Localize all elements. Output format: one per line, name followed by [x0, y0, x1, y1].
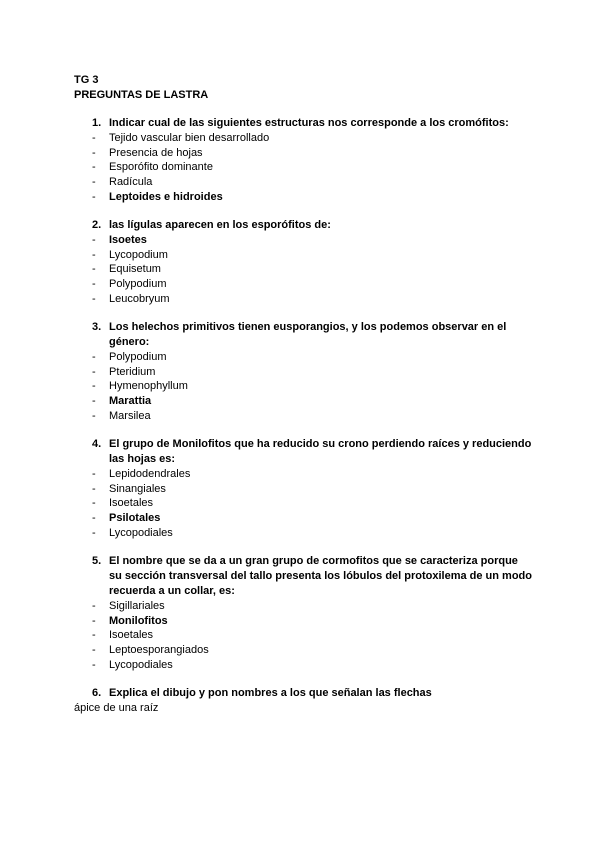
- dash-bullet: -: [92, 278, 96, 291]
- question-4: [92, 437, 532, 540]
- dash-bullet: -: [92, 234, 96, 246]
- option-label: Equisetum: [109, 263, 161, 276]
- question-number: 2.: [92, 219, 102, 231]
- option-label: Esporófito dominante: [109, 161, 213, 174]
- dash-bullet: -: [92, 512, 96, 525]
- document-code: TG 3: [74, 74, 99, 86]
- option-label: Leptoesporangiados: [109, 644, 209, 657]
- dash-bullet: -: [92, 248, 96, 261]
- option-label: Polypodium: [109, 278, 167, 291]
- dash-bullet: -: [92, 614, 96, 627]
- dash-bullet: -: [92, 409, 96, 422]
- dash-bullet: -: [92, 395, 96, 408]
- dash-bullet: -: [92, 161, 96, 174]
- dash-bullet: -: [92, 190, 96, 203]
- option-item: [92, 526, 532, 541]
- question-number: 1.: [92, 117, 102, 129]
- dash-bullet: -: [92, 176, 96, 189]
- option-item: [92, 496, 532, 511]
- question-number: 4.: [92, 438, 102, 450]
- option-item: [92, 365, 532, 380]
- option-label: Lepidodendrales: [109, 468, 191, 480]
- question-title: [92, 218, 532, 233]
- question-3: [92, 320, 532, 423]
- dash-bullet: -: [92, 146, 96, 159]
- option-list: [92, 599, 532, 672]
- option-item: [92, 599, 532, 614]
- option-item: [92, 146, 532, 161]
- question-title: [92, 686, 532, 701]
- dash-bullet: -: [92, 132, 96, 144]
- option-label: Leucobryum: [109, 292, 170, 305]
- question-text: El grupo de Monilofitos que ha reducido su crono perdiendo raíces y reduciendo las hojas es:: [109, 438, 532, 465]
- dash-bullet: -: [92, 365, 96, 378]
- option-label: Psilotales: [109, 512, 161, 525]
- question-title: [92, 320, 532, 350]
- question-number: 5.: [92, 555, 102, 567]
- option-item: [92, 350, 532, 365]
- option-label: Marattia: [109, 395, 152, 408]
- question-text: las lígulas aparecen en los esporófitos de:: [109, 219, 331, 231]
- option-label: Marsilea: [109, 409, 151, 422]
- dash-bullet: -: [92, 351, 96, 363]
- option-item: [92, 248, 532, 263]
- option-label: Isoetes: [109, 234, 147, 246]
- option-label: Hymenophyllum: [109, 380, 188, 393]
- question-6: [92, 686, 532, 701]
- question-2: [92, 218, 532, 306]
- dash-bullet: -: [92, 600, 96, 612]
- option-label: Monilofitos: [109, 614, 168, 627]
- option-list: [92, 233, 532, 306]
- option-list: [92, 350, 532, 423]
- option-label: Presencia de hojas: [109, 146, 203, 159]
- option-item: [92, 277, 532, 292]
- question-title: [92, 116, 532, 131]
- option-item-correct: [92, 233, 532, 248]
- question-text: Los helechos primitivos tienen eusporangios, y los podemos observar en el género:: [109, 321, 507, 348]
- option-label: Lycopodium: [109, 248, 168, 261]
- option-label: Sinangiales: [109, 482, 166, 495]
- option-item: [92, 482, 532, 497]
- question-text: El nombre que se da a un gran grupo de cormofitos que se caracteriza porque su sección transversal del tallo presenta los lóbulos del protoxilema de un modo recuerda a un collar, es:: [109, 555, 532, 597]
- dash-bullet: -: [92, 468, 96, 480]
- dash-bullet: -: [92, 526, 96, 539]
- option-label: Isoetales: [109, 497, 154, 510]
- answer-note: ápice de una raíz: [74, 702, 159, 714]
- option-item: [92, 160, 532, 175]
- option-item: [92, 628, 532, 643]
- dash-bullet: -: [92, 380, 96, 393]
- option-item: [92, 467, 532, 482]
- option-item: [92, 643, 532, 658]
- option-item: [92, 379, 532, 394]
- option-label: Pteridium: [109, 365, 156, 378]
- option-item: [92, 409, 532, 424]
- option-item-correct: [92, 190, 532, 205]
- option-list: [92, 131, 532, 204]
- option-item-correct: [92, 394, 532, 409]
- dash-bullet: -: [92, 292, 96, 305]
- option-label: Sigillariales: [109, 600, 165, 612]
- option-list: [92, 467, 532, 540]
- option-label: Lycopodiales: [109, 526, 173, 539]
- option-item: [92, 262, 532, 277]
- dash-bullet: -: [92, 629, 96, 642]
- question-text: Explica el dibujo y pon nombres a los que señalan las flechas: [109, 687, 432, 699]
- option-item: [92, 131, 532, 146]
- dash-bullet: -: [92, 644, 96, 657]
- option-item-correct: [92, 614, 532, 629]
- option-label: Radícula: [109, 176, 153, 189]
- option-label: Polypodium: [109, 351, 167, 363]
- option-item-correct: [92, 511, 532, 526]
- option-label: Tejido vascular bien desarrollado: [109, 132, 270, 144]
- document-title: PREGUNTAS DE LASTRA: [74, 89, 209, 101]
- question-1: [92, 116, 532, 204]
- question-number: 6.: [92, 687, 102, 699]
- option-item: [92, 175, 532, 190]
- question-title: [92, 554, 532, 599]
- question-number: 3.: [92, 321, 102, 333]
- dash-bullet: -: [92, 497, 96, 510]
- option-label: Isoetales: [109, 629, 154, 642]
- option-item: [92, 658, 532, 673]
- option-label: Lycopodiales: [109, 658, 173, 671]
- question-5: [92, 554, 532, 672]
- dash-bullet: -: [92, 263, 96, 276]
- option-item: [92, 292, 532, 307]
- question-title: [92, 437, 532, 467]
- option-label: Leptoides e hidroides: [109, 190, 223, 203]
- question-text: Indicar cual de las siguientes estructuras nos corresponde a los cromófitos:: [109, 117, 509, 129]
- dash-bullet: -: [92, 658, 96, 671]
- dash-bullet: -: [92, 482, 96, 495]
